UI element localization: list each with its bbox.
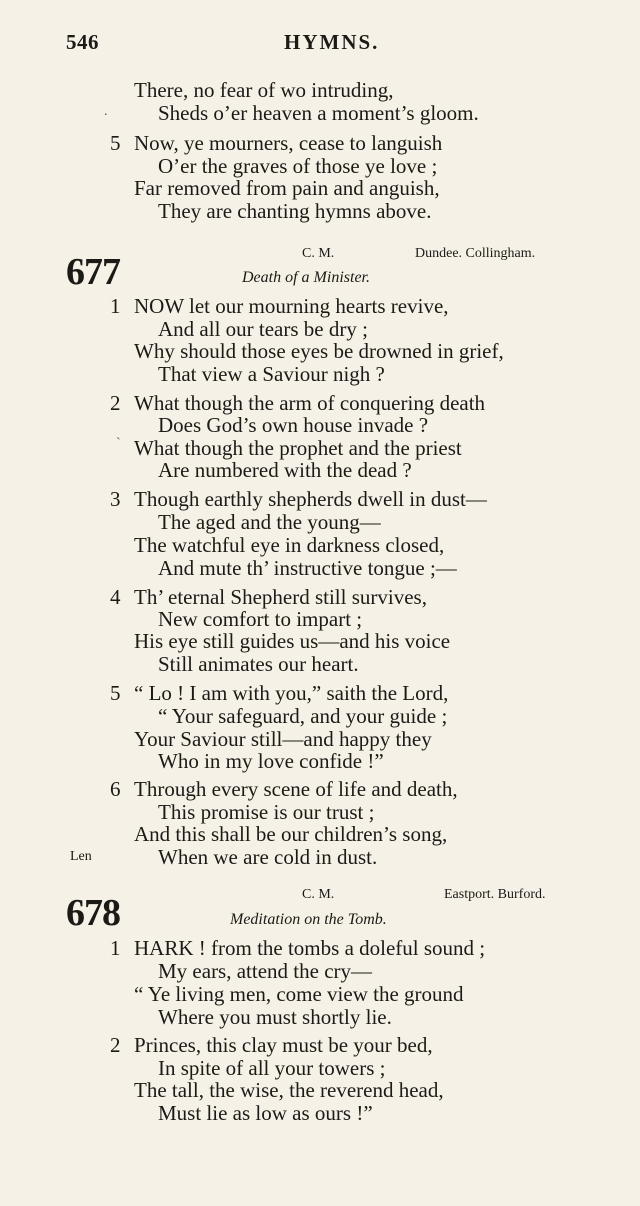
verse-line: “ Lo ! I am with you,” saith the Lord, <box>134 681 449 705</box>
verse-line: Are numbered with the dead ? <box>158 458 412 482</box>
verse-number: 1 <box>110 294 121 318</box>
verse-number: 2 <box>110 391 121 415</box>
verse-line: “ Your safeguard, and your guide ; <box>158 704 448 728</box>
verse-number: 2 <box>110 1033 121 1057</box>
verse-line: Still animates our heart. <box>158 652 359 676</box>
verse-line: When we are cold in dust. <box>158 845 378 869</box>
running-head <box>66 30 586 60</box>
verse-line: Princes, this clay must be your bed, <box>134 1033 433 1057</box>
hymn-meter: C. M. <box>302 887 335 902</box>
verse-line: HARK ! from the tombs a doleful sound ; <box>134 936 486 960</box>
verse-line: What though the prophet and the priest <box>134 436 462 460</box>
verse-line: His eye still guides us—and his voice <box>134 629 451 653</box>
verse-number: 4 <box>110 585 121 609</box>
verse-line: My ears, attend the cry— <box>158 959 373 983</box>
verse-line: And all our tears be dry ; <box>158 317 368 341</box>
verse-line: Must lie as low as ours !” <box>158 1101 373 1125</box>
verse-line: Who in my love confide !” <box>158 749 384 773</box>
verse-line: The watchful eye in darkness closed, <box>134 533 445 557</box>
verse-line: Though earthly shepherds dwell in dust— <box>134 487 487 511</box>
verse-line: “ Ye living men, come view the ground <box>134 982 464 1006</box>
verse-number: 5 <box>110 131 121 155</box>
verse-line: The tall, the wise, the reverend head, <box>134 1078 444 1102</box>
hymn-tunes: Eastport. Burford. <box>444 887 546 902</box>
verse-line: Through every scene of life and death, <box>134 777 458 801</box>
verse-line: They are chanting hymns above. <box>158 199 432 223</box>
verse-line: And this shall be our children’s song, <box>134 822 448 846</box>
hymn-tunes: Dundee. Collingham. <box>415 246 536 261</box>
verse-number: 3 <box>110 487 121 511</box>
verse-line: The aged and the young— <box>158 510 381 534</box>
verse-line: NOW let our mourning hearts revive, <box>134 294 449 318</box>
verse-line: Now, ye mourners, cease to languish <box>134 131 443 155</box>
verse-line: Sheds o’er heaven a moment’s gloom. <box>158 101 479 125</box>
verse-line: This promise is our trust ; <box>158 800 375 824</box>
verse-line: There, no fear of wo intruding, <box>134 78 394 102</box>
verse-line: O’er the graves of those ye love ; <box>158 154 438 178</box>
verse-number: 6 <box>110 777 121 801</box>
hymn-title: Death of a Minister. <box>242 269 370 286</box>
verse-line: Far removed from pain and anguish, <box>134 176 440 200</box>
verse-line: That view a Saviour nigh ? <box>158 362 385 386</box>
print-speck: . <box>104 104 108 119</box>
hymn-meter: C. M. <box>302 246 335 261</box>
verse-number: 1 <box>110 936 121 960</box>
running-title: HYMNS. <box>284 30 380 54</box>
verse-line: Why should those eyes be drowned in grief, <box>134 339 504 363</box>
hymn-number: 678 <box>66 892 120 934</box>
margin-note: Len <box>70 849 92 864</box>
print-speck: ` <box>116 436 121 451</box>
verse-line: In spite of all your towers ; <box>158 1056 386 1080</box>
verse-line: And mute th’ instructive tongue ;— <box>158 556 457 580</box>
verse-line: Your Saviour still—and happy they <box>134 727 432 751</box>
verse-line: Does God’s own house invade ? <box>158 413 429 437</box>
hymn-number: 677 <box>66 251 120 293</box>
verse-number: 5 <box>110 681 121 705</box>
hymn-title: Meditation on the Tomb. <box>230 911 387 928</box>
verse-line: What though the arm of conquering death <box>134 391 486 415</box>
page-number: 546 <box>66 30 99 54</box>
verse-line: New comfort to impart ; <box>158 607 363 631</box>
verse-line: Where you must shortly lie. <box>158 1005 392 1029</box>
verse-line: Th’ eternal Shepherd still survives, <box>134 585 427 609</box>
